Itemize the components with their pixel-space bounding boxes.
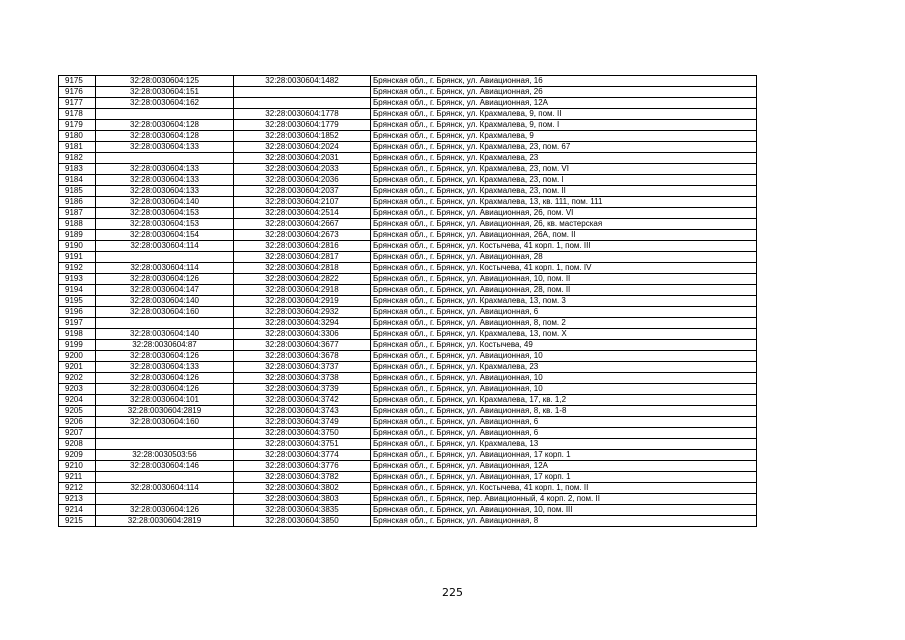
table-row (59, 373, 757, 384)
table-row (59, 263, 757, 274)
table-row (59, 285, 757, 296)
land-cadastral-number-cell: 32:28:0030604:126 (96, 373, 234, 384)
row-number-cell: 9176 (59, 87, 96, 98)
object-cadastral-number-cell (234, 98, 371, 109)
land-cadastral-number-cell (96, 472, 234, 483)
address-cell: Брянская обл., г. Брянск, ул. Авиационная, 6 (371, 417, 757, 428)
table-row (59, 186, 757, 197)
address-cell: Брянская обл., г. Брянск, ул. Крахмалева, 23 (371, 153, 757, 164)
land-cadastral-number-cell: 32:28:0030604:153 (96, 208, 234, 219)
table-row (59, 153, 757, 164)
row-number-cell: 9192 (59, 263, 96, 274)
object-cadastral-number-cell: 32:28:0030604:2667 (234, 219, 371, 230)
address-cell: Брянская обл., г. Брянск, ул. Костычева, 41 корп. 1, пом. II (371, 483, 757, 494)
object-cadastral-number-cell: 32:28:0030604:3737 (234, 362, 371, 373)
object-cadastral-number-cell: 32:28:0030604:2037 (234, 186, 371, 197)
address-cell: Брянская обл., г. Брянск, ул. Авиационная, 12А (371, 98, 757, 109)
object-cadastral-number-cell: 32:28:0030604:3776 (234, 461, 371, 472)
object-cadastral-number-cell: 32:28:0030604:3850 (234, 516, 371, 527)
object-cadastral-number-cell: 32:28:0030604:3803 (234, 494, 371, 505)
object-cadastral-number-cell: 32:28:0030604:3802 (234, 483, 371, 494)
object-cadastral-number-cell: 32:28:0030604:3742 (234, 395, 371, 406)
row-number-cell: 9190 (59, 241, 96, 252)
address-cell: Брянская обл., г. Брянск, ул. Костычева, 41 корп. 1, пом. III (371, 241, 757, 252)
row-number-cell: 9198 (59, 329, 96, 340)
land-cadastral-number-cell: 32:28:0030604:151 (96, 87, 234, 98)
row-number-cell: 9205 (59, 406, 96, 417)
object-cadastral-number-cell: 32:28:0030604:2673 (234, 230, 371, 241)
row-number-cell: 9191 (59, 252, 96, 263)
row-number-cell: 9206 (59, 417, 96, 428)
table-row (59, 131, 757, 142)
table-row (59, 461, 757, 472)
address-cell: Брянская обл., г. Брянск, ул. Крахмалева, 13, пом. 3 (371, 296, 757, 307)
row-number-cell: 9187 (59, 208, 96, 219)
row-number-cell: 9186 (59, 197, 96, 208)
object-cadastral-number-cell: 32:28:0030604:3678 (234, 351, 371, 362)
row-number-cell: 9202 (59, 373, 96, 384)
object-cadastral-number-cell: 32:28:0030604:1852 (234, 131, 371, 142)
object-cadastral-number-cell: 32:28:0030604:2033 (234, 164, 371, 175)
address-cell: Брянская обл., г. Брянск, ул. Костычева, 49 (371, 340, 757, 351)
address-cell: Брянская обл., г. Брянск, ул. Авиационная, 26, кв. мастерская (371, 219, 757, 230)
object-cadastral-number-cell: 32:28:0030604:3749 (234, 417, 371, 428)
address-cell: Брянская обл., г. Брянск, ул. Авиационная, 17 корп. 1 (371, 450, 757, 461)
table-row (59, 428, 757, 439)
object-cadastral-number-cell: 32:28:0030604:3738 (234, 373, 371, 384)
address-cell: Брянская обл., г. Брянск, ул. Крахмалева, 9, пом. II (371, 109, 757, 120)
address-cell: Брянская обл., г. Брянск, ул. Крахмалева, 13, кв. 111, пом. 111 (371, 197, 757, 208)
table-row (59, 98, 757, 109)
land-cadastral-number-cell: 32:28:0030604:114 (96, 263, 234, 274)
table-row (59, 318, 757, 329)
table-row (59, 472, 757, 483)
address-cell: Брянская обл., г. Брянск, ул. Авиационная, 10, пом. III (371, 505, 757, 516)
row-number-cell: 9199 (59, 340, 96, 351)
land-cadastral-number-cell (96, 318, 234, 329)
land-cadastral-number-cell: 32:28:0030604:128 (96, 131, 234, 142)
row-number-cell: 9212 (59, 483, 96, 494)
row-number-cell: 9184 (59, 175, 96, 186)
address-cell: Брянская обл., г. Брянск, ул. Авиационная, 10 (371, 384, 757, 395)
land-cadastral-number-cell: 32:28:0030604:87 (96, 340, 234, 351)
address-cell: Брянская обл., г. Брянск, ул. Авиационная, 6 (371, 428, 757, 439)
address-cell: Брянская обл., г. Брянск, ул. Авиационная, 26 (371, 87, 757, 98)
object-cadastral-number-cell: 32:28:0030604:3677 (234, 340, 371, 351)
object-cadastral-number-cell: 32:28:0030604:2817 (234, 252, 371, 263)
address-cell: Брянская обл., г. Брянск, ул. Крахмалева, 17, кв. 1,2 (371, 395, 757, 406)
row-number-cell: 9194 (59, 285, 96, 296)
object-cadastral-number-cell: 32:28:0030604:3782 (234, 472, 371, 483)
land-cadastral-number-cell: 32:28:0030604:133 (96, 164, 234, 175)
address-cell: Брянская обл., г. Брянск, ул. Авиационная, 10 (371, 351, 757, 362)
table-row (59, 87, 757, 98)
row-number-cell: 9177 (59, 98, 96, 109)
table-row (59, 351, 757, 362)
table-row (59, 197, 757, 208)
land-cadastral-number-cell (96, 494, 234, 505)
address-cell: Брянская обл., г. Брянск, ул. Авиационная, 26, пом. VI (371, 208, 757, 219)
address-cell: Брянская обл., г. Брянск, пер. Авиационный, 4 корп. 2, пом. II (371, 494, 757, 505)
land-cadastral-number-cell: 32:28:0030604:126 (96, 505, 234, 516)
table-row (59, 516, 757, 527)
table-row (59, 76, 757, 87)
land-cadastral-number-cell: 32:28:0030604:140 (96, 329, 234, 340)
object-cadastral-number-cell: 32:28:0030604:2024 (234, 142, 371, 153)
table-row (59, 230, 757, 241)
row-number-cell: 9175 (59, 76, 96, 87)
row-number-cell: 9181 (59, 142, 96, 153)
land-cadastral-number-cell: 32:28:0030604:154 (96, 230, 234, 241)
table-row (59, 307, 757, 318)
address-cell: Брянская обл., г. Брянск, ул. Крахмалева, 23, пом. 67 (371, 142, 757, 153)
land-cadastral-number-cell: 32:28:0030604:133 (96, 362, 234, 373)
table-row (59, 417, 757, 428)
address-cell: Брянская обл., г. Брянск, ул. Крахмалева, 9, пом. I (371, 120, 757, 131)
land-cadastral-number-cell: 32:28:0030604:128 (96, 120, 234, 131)
object-cadastral-number-cell: 32:28:0030604:3739 (234, 384, 371, 395)
object-cadastral-number-cell: 32:28:0030604:2918 (234, 285, 371, 296)
address-cell: Брянская обл., г. Брянск, ул. Авиационная, 8, пом. 2 (371, 318, 757, 329)
table-row (59, 175, 757, 186)
row-number-cell: 9209 (59, 450, 96, 461)
table-row (59, 219, 757, 230)
row-number-cell: 9193 (59, 274, 96, 285)
table-row (59, 384, 757, 395)
table-row (59, 329, 757, 340)
address-cell: Брянская обл., г. Брянск, ул. Крахмалева, 13, пом. X (371, 329, 757, 340)
address-cell: Брянская обл., г. Брянск, ул. Авиационная, 8 (371, 516, 757, 527)
address-cell: Брянская обл., г. Брянск, ул. Авиационная, 10 (371, 373, 757, 384)
address-cell: Брянская обл., г. Брянск, ул. Крахмалева, 23, пом. I (371, 175, 757, 186)
address-cell: Брянская обл., г. Брянск, ул. Авиационная, 28 (371, 252, 757, 263)
object-cadastral-number-cell: 32:28:0030604:2107 (234, 197, 371, 208)
row-number-cell: 9189 (59, 230, 96, 241)
land-cadastral-number-cell (96, 439, 234, 450)
row-number-cell: 9214 (59, 505, 96, 516)
land-cadastral-number-cell: 32:28:0030604:2819 (96, 406, 234, 417)
table-row (59, 362, 757, 373)
object-cadastral-number-cell: 32:28:0030604:3751 (234, 439, 371, 450)
table-row (59, 450, 757, 461)
address-cell: Брянская обл., г. Брянск, ул. Авиационная, 8, кв. 1-8 (371, 406, 757, 417)
land-cadastral-number-cell: 32:28:0030604:114 (96, 483, 234, 494)
table-row (59, 142, 757, 153)
land-cadastral-number-cell: 32:28:0030604:101 (96, 395, 234, 406)
registry-table (58, 75, 757, 527)
address-cell: Брянская обл., г. Брянск, ул. Авиационная, 26А, пом. II (371, 230, 757, 241)
row-number-cell: 9201 (59, 362, 96, 373)
table-row (59, 494, 757, 505)
address-cell: Брянская обл., г. Брянск, ул. Крахмалева, 23 (371, 362, 757, 373)
table-row (59, 340, 757, 351)
row-number-cell: 9188 (59, 219, 96, 230)
object-cadastral-number-cell: 32:28:0030604:1482 (234, 76, 371, 87)
row-number-cell: 9215 (59, 516, 96, 527)
address-cell: Брянская обл., г. Брянск, ул. Авиационная, 28, пом. II (371, 285, 757, 296)
land-cadastral-number-cell (96, 252, 234, 263)
object-cadastral-number-cell: 32:28:0030604:2031 (234, 153, 371, 164)
object-cadastral-number-cell: 32:28:0030604:3774 (234, 450, 371, 461)
row-number-cell: 9208 (59, 439, 96, 450)
table-row (59, 109, 757, 120)
table-row (59, 164, 757, 175)
land-cadastral-number-cell (96, 153, 234, 164)
land-cadastral-number-cell: 32:28:0030604:160 (96, 307, 234, 318)
land-cadastral-number-cell: 32:28:0030604:160 (96, 417, 234, 428)
table-row (59, 296, 757, 307)
land-cadastral-number-cell: 32:28:0030604:114 (96, 241, 234, 252)
row-number-cell: 9210 (59, 461, 96, 472)
object-cadastral-number-cell: 32:28:0030604:3294 (234, 318, 371, 329)
land-cadastral-number-cell: 32:28:0030503:56 (96, 450, 234, 461)
table-row (59, 483, 757, 494)
address-cell: Брянская обл., г. Брянск, ул. Костычева, 41 корп. 1, пом. IV (371, 263, 757, 274)
object-cadastral-number-cell: 32:28:0030604:1778 (234, 109, 371, 120)
land-cadastral-number-cell: 32:28:0030604:162 (96, 98, 234, 109)
table-row (59, 252, 757, 263)
object-cadastral-number-cell: 32:28:0030604:2818 (234, 263, 371, 274)
table-row (59, 241, 757, 252)
land-cadastral-number-cell: 32:28:0030604:125 (96, 76, 234, 87)
object-cadastral-number-cell: 32:28:0030604:3306 (234, 329, 371, 340)
object-cadastral-number-cell: 32:28:0030604:1779 (234, 120, 371, 131)
land-cadastral-number-cell: 32:28:0030604:126 (96, 351, 234, 362)
object-cadastral-number-cell: 32:28:0030604:2036 (234, 175, 371, 186)
row-number-cell: 9203 (59, 384, 96, 395)
address-cell: Брянская обл., г. Брянск, ул. Авиационная, 16 (371, 76, 757, 87)
land-cadastral-number-cell: 32:28:0030604:147 (96, 285, 234, 296)
address-cell: Брянская обл., г. Брянск, ул. Крахмалева, 13 (371, 439, 757, 450)
table-row (59, 439, 757, 450)
table-row (59, 505, 757, 516)
row-number-cell: 9197 (59, 318, 96, 329)
object-cadastral-number-cell: 32:28:0030604:2816 (234, 241, 371, 252)
page-number: 225 (442, 586, 463, 599)
land-cadastral-number-cell: 32:28:0030604:133 (96, 175, 234, 186)
land-cadastral-number-cell: 32:28:0030604:133 (96, 186, 234, 197)
land-cadastral-number-cell: 32:28:0030604:2819 (96, 516, 234, 527)
land-cadastral-number-cell: 32:28:0030604:140 (96, 296, 234, 307)
table-row (59, 395, 757, 406)
land-cadastral-number-cell: 32:28:0030604:126 (96, 274, 234, 285)
row-number-cell: 9195 (59, 296, 96, 307)
address-cell: Брянская обл., г. Брянск, ул. Крахмалева, 9 (371, 131, 757, 142)
land-cadastral-number-cell: 32:28:0030604:140 (96, 197, 234, 208)
table-row (59, 274, 757, 285)
row-number-cell: 9204 (59, 395, 96, 406)
land-cadastral-number-cell: 32:28:0030604:153 (96, 219, 234, 230)
object-cadastral-number-cell: 32:28:0030604:2932 (234, 307, 371, 318)
row-number-cell: 9196 (59, 307, 96, 318)
registry-table-body (59, 76, 757, 527)
row-number-cell: 9182 (59, 153, 96, 164)
row-number-cell: 9200 (59, 351, 96, 362)
address-cell: Брянская обл., г. Брянск, ул. Авиационная, 12А (371, 461, 757, 472)
object-cadastral-number-cell: 32:28:0030604:3743 (234, 406, 371, 417)
land-cadastral-number-cell: 32:28:0030604:126 (96, 384, 234, 395)
row-number-cell: 9180 (59, 131, 96, 142)
land-cadastral-number-cell: 32:28:0030604:146 (96, 461, 234, 472)
address-cell: Брянская обл., г. Брянск, ул. Авиационная, 17 корп. 1 (371, 472, 757, 483)
object-cadastral-number-cell: 32:28:0030604:2919 (234, 296, 371, 307)
table-row (59, 208, 757, 219)
address-cell: Брянская обл., г. Брянск, ул. Крахмалева, 23, пом. VI (371, 164, 757, 175)
row-number-cell: 9213 (59, 494, 96, 505)
address-cell: Брянская обл., г. Брянск, ул. Авиационная, 10, пом. II (371, 274, 757, 285)
row-number-cell: 9207 (59, 428, 96, 439)
object-cadastral-number-cell (234, 87, 371, 98)
land-cadastral-number-cell (96, 428, 234, 439)
row-number-cell: 9179 (59, 120, 96, 131)
land-cadastral-number-cell: 32:28:0030604:133 (96, 142, 234, 153)
row-number-cell: 9183 (59, 164, 96, 175)
row-number-cell: 9211 (59, 472, 96, 483)
row-number-cell: 9185 (59, 186, 96, 197)
object-cadastral-number-cell: 32:28:0030604:2514 (234, 208, 371, 219)
land-cadastral-number-cell (96, 109, 234, 120)
object-cadastral-number-cell: 32:28:0030604:3750 (234, 428, 371, 439)
object-cadastral-number-cell: 32:28:0030604:2822 (234, 274, 371, 285)
table-row (59, 120, 757, 131)
object-cadastral-number-cell: 32:28:0030604:3835 (234, 505, 371, 516)
address-cell: Брянская обл., г. Брянск, ул. Авиационная, 6 (371, 307, 757, 318)
row-number-cell: 9178 (59, 109, 96, 120)
table-row (59, 406, 757, 417)
address-cell: Брянская обл., г. Брянск, ул. Крахмалева, 23, пом. II (371, 186, 757, 197)
